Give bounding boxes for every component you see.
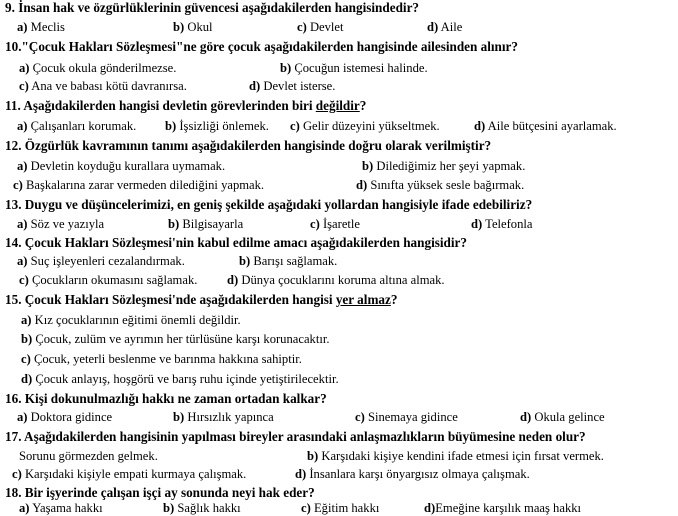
q18-option-d: d)Emeğine karşılık maaş hakkı	[424, 501, 582, 515]
q9-option-d: d) Aile	[427, 20, 463, 34]
question-11: 11. Aşağıdakilerden hangisi devletin görevlerinden biri değildir?	[5, 98, 367, 113]
question-13: 13. Duygu ve düşüncelerimizi, en geniş şekilde aşağıdaki yollardan hangisiyle ifade edebiliriz?	[5, 197, 533, 212]
q11-option-a: a) Çalışanları korumak.	[17, 119, 137, 133]
q9-option-c: c) Devlet	[297, 20, 344, 34]
question-10: 10."Çocuk Hakları Sözleşmesi"ne göre çocuk aşağıdakilerden hangisinde ailesinden alınır?	[5, 39, 519, 54]
q11-option-d: d) Aile bütçesini ayarlamak.	[474, 119, 617, 133]
q11-option-b: b) İşsizliği önlemek.	[165, 119, 269, 133]
q13-option-d: d) Telefonla	[471, 217, 533, 231]
q10-option-a: a) Çocuk okula gönderilmezse.	[19, 61, 177, 75]
q12-option-a: a) Devletin koyduğu kurallara uymamak.	[17, 159, 226, 173]
q16-option-a: a) Doktora gidince	[17, 410, 113, 424]
q17-option-c: c) Karşıdaki kişiyle empati kurmaya çalışmak.	[12, 467, 247, 481]
question-18: 18. Bir işyerinde çalışan işçi ay sonunda neyi hak eder?	[5, 485, 315, 500]
q15-option-c: c) Çocuk, yeterli beslenme ve barınma hakkına sahiptir.	[21, 352, 302, 366]
q14-option-c: c) Çocukların okumasını sağlamak.	[19, 273, 198, 287]
emphasis-underline: yer almaz	[335, 292, 391, 307]
question-15: 15. Çocuk Hakları Sözleşmesi'nde aşağıdakilerden hangisi yer almaz?	[5, 292, 398, 307]
q14-option-d: d) Dünya çocuklarını koruma altına almak.	[227, 273, 445, 287]
question-12: 12. Özgürlük kavramının tanımı aşağıdakilerden hangisinde doğru olarak verilmiştir?	[5, 138, 492, 153]
q12-option-c: c) Başkalarına zarar vermeden dilediğini yapmak.	[13, 178, 265, 192]
q18-option-c: c) Eğitim hakkı	[301, 501, 380, 515]
q14-option-b: b) Barışı sağlamak.	[239, 254, 338, 268]
q10-option-d: d) Devlet isterse.	[249, 79, 336, 93]
question-17: 17. Aşağıdakilerden hangisinin yapılması bireyler arasındaki anlaşmazlıkların büyümesine neden olur?	[5, 429, 586, 444]
q15-option-d: d) Çocuk anlayış, hoşgörü ve barış ruhu içinde yetiştirilecektir.	[21, 372, 339, 386]
q18-option-b: b) Sağlık hakkı	[163, 501, 241, 515]
q15-option-b: b) Çocuk, zulüm ve ayrımın her türlüsüne karşı korunacaktır.	[21, 332, 330, 346]
q10-option-b: b) Çocuğun istemesi halinde.	[280, 61, 428, 75]
q17-option-b: b) Karşıdaki kişiye kendini ifade etmesi için fırsat vermek.	[307, 449, 604, 463]
q16-option-b: b) Hırsızlık yapınca	[173, 410, 274, 424]
question-9: 9. İnsan hak ve özgürlüklerinin güvencesi aşağıdakilerden hangisindedir?	[5, 0, 420, 15]
q13-option-a: a) Söz ve yazıyla	[17, 217, 105, 231]
question-16: 16. Kişi dokunulmazlığı hakkı ne zaman ortadan kalkar?	[5, 391, 327, 406]
q9-option-a: a) Meclis	[17, 20, 65, 34]
q15-option-a: a) Kız çocuklarının eğitimi önemli değildir.	[21, 313, 241, 327]
q13-option-c: c) İşaretle	[310, 217, 361, 231]
q17-option-d: d) İnsanlara karşı önyargısız olmaya çalışmak.	[295, 467, 530, 481]
q16-option-c: c) Sinemaya gidince	[355, 410, 458, 424]
question-14: 14. Çocuk Hakları Sözleşmesi'nin kabul edilme amacı aşağıdakilerden hangisidir?	[5, 235, 467, 250]
q18-option-a: a) Yaşama hakkı	[19, 501, 103, 515]
q9-option-b: b) Okul	[173, 20, 213, 34]
q14-option-a: a) Suç işleyenleri cezalandırmak.	[17, 254, 185, 268]
q12-option-d: d) Sınıfta yüksek sesle bağırmak.	[356, 178, 525, 192]
q13-option-b: b) Bilgisayarla	[168, 217, 244, 231]
emphasis-underline: değildir	[315, 98, 360, 113]
q10-option-c: c) Ana ve babası kötü davranırsa.	[19, 79, 187, 93]
q17-option-a: Sorunu görmezden gelmek.	[19, 449, 158, 463]
q16-option-d: d) Okula gelince	[520, 410, 605, 424]
q11-option-c: c) Gelir düzeyini yükseltmek.	[290, 119, 440, 133]
q12-option-b: b) Dilediğimiz her şeyi yapmak.	[362, 159, 526, 173]
